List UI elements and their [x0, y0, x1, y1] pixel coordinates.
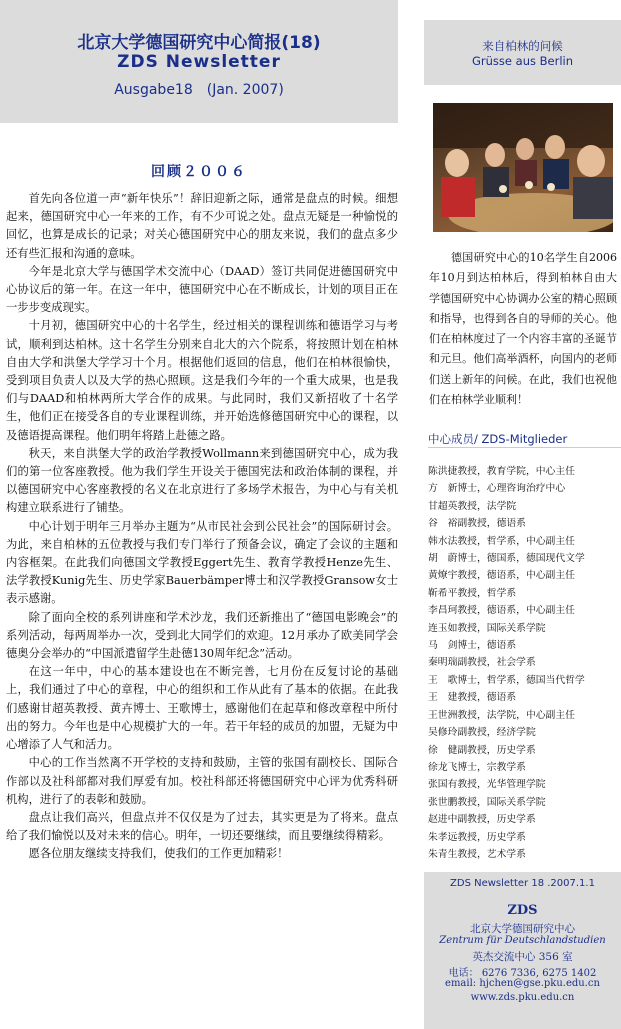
member-item: 连玉如教授，国际关系学院	[428, 622, 546, 634]
member-item: 王 建教授，德语系	[428, 692, 517, 704]
member-item: 王 歌博士，哲学系，德国当代哲学	[428, 674, 585, 686]
article-paragraph: 中心的工作当然离不开学校的支持和鼓励，主管的张国有副校长、国际合作部以及社科部都对我们厚爱有加。校社科部还将德国研究中心评为优秀科研机构，进行了的表彰和鼓励。	[6, 756, 398, 806]
divider	[428, 447, 621, 448]
member-item: 谷 裕副教授，德语系	[428, 518, 526, 530]
org-abbreviation: ZDS	[507, 903, 538, 918]
member-item: 朱孝远教授，历史学系	[428, 831, 526, 843]
article-paragraph: 首先向各位道一声“新年快乐”！辞旧迎新之际，通常是盘点的时候。细想起来，德国研究中心一年来的工作，有不少可说之处。盘点无疑是一种愉悦的回忆，也算是成长的记录；对关心德国研究中心的朋友来说，我们的盘点多少还有些汇报和沟通的意味。	[6, 192, 398, 260]
student-group-photo	[433, 103, 613, 232]
member-item: 韩水法教授，哲学系，中心副主任	[428, 535, 575, 547]
article-paragraph: 秋天，来自洪堡大学的政治学教授Wollmann来到德国研究中心，成为我们的第一位客座教授。他为我们学生开设关于德国宪法和政治体制的课程，并以德国研究中心客座教授的名义在北京进行了多场学术报告，为中心与有关机构建立联系进行了铺垫。	[6, 446, 398, 515]
org-name-cn: 北京大学德国研究中心	[470, 923, 575, 935]
member-item: 张国有教授，光华管理学院	[428, 779, 546, 791]
article-paragraph: 在这一年中，中心的基本建设也在不断完善，七月份在反复讨论的基础上，我们通过了中心的章程，中心的组织和工作从此有了基本的依据。在此我们感谢甘超英教授、黄卉博士、王歌博士，感谢他们在起草和修改章程中所付出的努力。今年也是中心规模扩大的一年。若干年轻的成员的加盟，无疑为中心增添了人气和活力。	[6, 665, 398, 752]
member-item: 朱青生教授，艺术学系	[428, 848, 526, 860]
greeting-title-cn: 来自柏林的问候	[482, 39, 563, 53]
member-item: 王世洲教授，法学院，中心副主任	[428, 709, 575, 721]
caption-text: 德国研究中心的10名学生自2006年10月到达柏林后，得到柏林自由大学德国研究中心协调办公室的精心照顾和指导，也得到各自的导师的关心。他们在柏林度过了一个内容丰富的圣诞节和元旦。他们高举酒杯，向国内的老师们送上新年的问候。在此，我们也祝他们在柏林学业顺利！	[429, 251, 617, 407]
member-item: 靳希平教授，哲学系	[428, 587, 517, 599]
org-address: 英杰交流中心 356 室	[472, 951, 573, 963]
photo-illustration	[433, 103, 613, 232]
member-item: 赵进中副教授，历史学系	[428, 814, 536, 826]
greeting-box	[424, 20, 621, 85]
member-item: 黄燎宇教授，德语系，中心副主任	[428, 570, 575, 582]
org-name-de: Zentrum für Deutschlandstudien	[439, 935, 606, 946]
member-item: 马 剑博士，德语系	[428, 640, 517, 652]
member-item: 陈洪捷教授，教育学院，中心主任	[428, 466, 575, 477]
header-box	[0, 0, 398, 123]
article-heading: 回顾２００６	[151, 164, 247, 180]
org-email[interactable]: email: hjchen@gse.pku.edu.cn	[445, 978, 600, 989]
article-paragraph: 中心计划于明年三月举办主题为“从市民社会到公民社会”的国际研讨会。为此，来自柏林的五位教授与我们专门举行了预备会议，确定了会议的主题和内容框架。在此我们向德国文学教授Eggert先生、教育学教授Henze先生、法学教授Kunig先生、历史学家Bauerbämper博士和汉学教授Gransow女士表示感谢。	[6, 519, 398, 606]
newsletter-date: ZDS Newsletter 18 .2007.1.1	[450, 878, 595, 889]
issue-number: Ausgabe18 (Jan. 2007)	[114, 82, 284, 98]
org-phone: 电话： 6276 7336, 6275 1402	[448, 968, 597, 979]
member-item: 李昌珂教授，德语系，中心副主任	[428, 605, 575, 617]
member-item: 徐 健副教授，历史学系	[428, 744, 536, 756]
member-item: 胡 蔚博士，德国系，德国现代文学	[428, 553, 585, 565]
member-item: 甘超英教授，法学院	[428, 500, 517, 512]
article-paragraph: 今年是北京大学与德国学术交流中心（DAAD）签订共同促进德国研究中心协议后的第一年。在这一年中，德国研究中心在不断成长，计划的项目正在一步步变成现实。	[6, 264, 398, 315]
newsletter-title: 北京大学德国研究中心简报(18)	[77, 33, 321, 53]
members-list	[428, 463, 621, 863]
member-item: 徐龙飞博士，宗教学系	[428, 761, 526, 773]
greeting-title-de: Grüsse aus Berlin	[472, 54, 573, 68]
article-paragraph: 愿各位朋友继续支持我们，使我们的工作更加精彩！	[28, 847, 289, 861]
member-item: 秦明瑞副教授，社会学系	[428, 657, 536, 669]
article-paragraph: 盘点让我们高兴，但盘点并不仅仅是为了过去，其实更是为了将来。盘点给了我们愉悦以及对未来的信心。明年，一切还要继续，而且要继续得精彩。	[6, 810, 398, 843]
photo-caption	[429, 248, 617, 410]
member-item: 张世鹏教授，国际关系学院	[428, 796, 546, 808]
contact-box	[424, 872, 621, 1029]
newsletter-subtitle: ZDS Newsletter	[117, 52, 281, 72]
article-paragraph: 除了面向全校的系列讲座和学术沙龙，我们还新推出了“德国电影晚会”的系列活动，每两周举办一次，受到北大同学们的欢迎。12月承办了欧美同学会德奥分会举办的“中国派遣留学生赴德130周年纪念”活动。	[6, 610, 398, 661]
member-item: 方 新博士，心理咨询治疗中心	[428, 483, 566, 495]
article-body	[6, 190, 398, 864]
members-heading: 中心成员/ ZDS-Mitglieder	[428, 432, 568, 446]
org-website[interactable]: www.zds.pku.edu.cn	[470, 992, 575, 1003]
member-item: 吴修玲副教授，经济学院	[428, 727, 536, 739]
article-paragraph: 十月初，德国研究中心的十名学生，经过相关的课程训练和德语学习与考试，顺利到达柏林。这十名学生分别来自北大的六个院系，将按照计划在柏林自由大学和洪堡大学学习十个月。根据他们返回的信息，他们在柏林很愉快，受到项目负责人以及大学的热心照顾。这是我们今年的一个重大成果，也是我们与DAAD和柏林两所大学合作的成果。与此同时，我们又新招收了十名学生，他们正在接受各自的专业课程训练，并开始选修德国研究中心的课程，以及德语提高课程。他们明年将踏上赴德之路。	[6, 319, 398, 442]
